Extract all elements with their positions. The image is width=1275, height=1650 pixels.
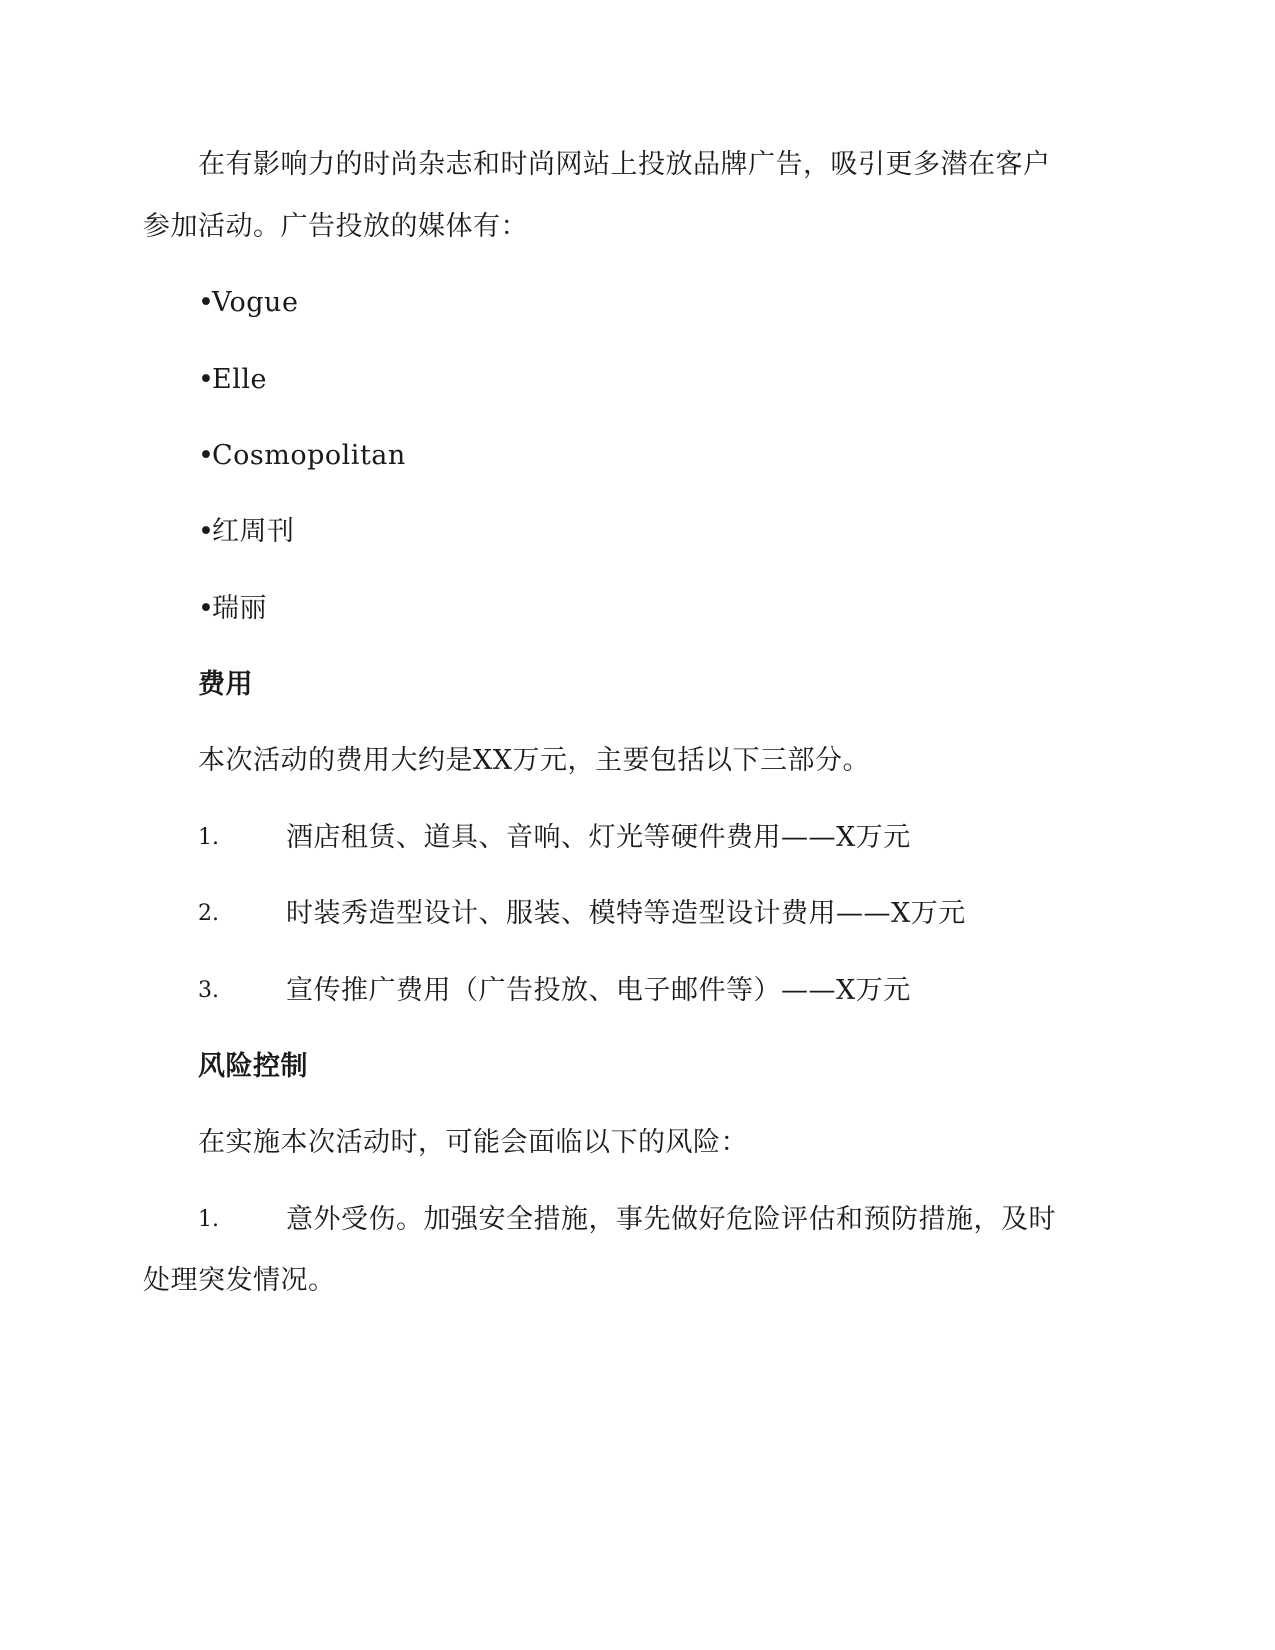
- cost-item-number: 3.: [198, 978, 219, 1003]
- cost-heading: 费用: [198, 669, 253, 700]
- risk-summary: 在实施本次活动时，可能会面临以下的风险：: [198, 1127, 748, 1158]
- media-list-item: [198, 515, 295, 549]
- cost-item-number: 2.: [198, 901, 219, 926]
- cost-item-text: 宣传推广费用（广告投放、电子邮件等）——X万元: [286, 975, 911, 1006]
- bullet-icon: •: [198, 440, 215, 471]
- intro-paragraph-line2: 参加活动。广告投放的媒体有：: [143, 211, 528, 242]
- media-list-item: [198, 286, 298, 320]
- bullet-icon: •: [198, 287, 215, 318]
- media-list-item: [198, 592, 267, 626]
- intro-paragraph-line1: 在有影响力的时尚杂志和时尚网站上投放品牌广告，吸引更多潜在客户: [198, 149, 1051, 180]
- risk-item-number: 1.: [198, 1207, 219, 1232]
- cost-item-number: 1.: [198, 825, 219, 850]
- media-item-label: Elle: [212, 364, 267, 395]
- risk-item-text-line1: 意外受伤。加强安全措施，事先做好危险评估和预防措施，及时: [286, 1204, 1056, 1235]
- risk-heading: 风险控制: [198, 1051, 308, 1082]
- bullet-icon: •: [198, 364, 215, 395]
- risk-item-text-line2: 处理突发情况。: [143, 1265, 336, 1296]
- bullet-icon: •: [198, 593, 215, 624]
- media-list-item: [198, 439, 406, 473]
- media-item-label: Cosmopolitan: [212, 440, 406, 471]
- cost-summary: 本次活动的费用大约是XX万元，主要包括以下三部分。: [198, 745, 870, 776]
- media-item-label: 瑞丽: [212, 593, 267, 624]
- media-list-item: [198, 363, 267, 397]
- media-item-label: 红周刊: [212, 516, 295, 547]
- cost-item-text: 酒店租赁、道具、音响、灯光等硬件费用——X万元: [286, 822, 911, 853]
- bullet-icon: •: [198, 516, 215, 547]
- cost-item-text: 时装秀造型设计、服装、模特等造型设计费用——X万元: [286, 898, 966, 929]
- media-item-label: Vogue: [212, 287, 299, 318]
